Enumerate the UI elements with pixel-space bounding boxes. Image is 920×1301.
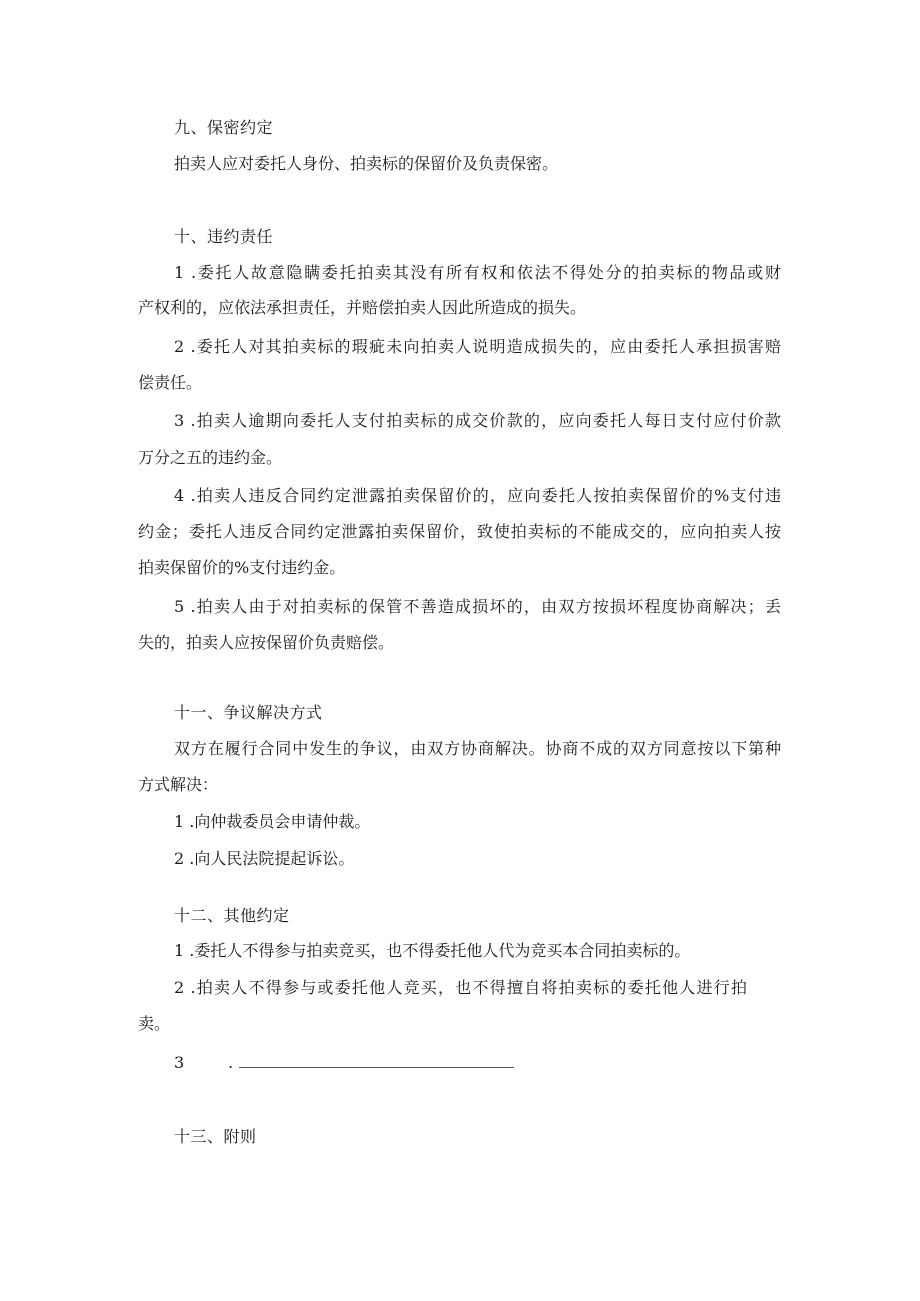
clause-12-2-line1: 2 .拍卖人不得参与或委托他人竞买，也不得擅自将拍卖标的委托他人进行拍 <box>174 978 747 997</box>
section-11-body-line1: 双方在履行合同中发生的争议，由双方协商解决。协商不成的双方同意按以下第种 <box>174 739 781 758</box>
section-12-title: 十二、其他约定 <box>174 906 290 925</box>
clause-10-4-line3: 拍卖保留价的%支付违约金。 <box>138 558 346 577</box>
clause-10-5-line2: 失的，拍卖人应按保留价负责赔偿。 <box>138 633 395 652</box>
clause-12-3-number: 3 <box>174 1053 185 1072</box>
section-11-body-line2: 方式解决： <box>138 775 219 794</box>
section-11-title: 十一、争议解决方式 <box>174 703 323 722</box>
section-9-body: 拍卖人应对委托人身份、拍卖标的保留价及负责保密。 <box>174 154 559 173</box>
clause-11-1: 1 .向仲裁委员会申请仲裁。 <box>174 812 371 831</box>
clause-10-1-line1: 1 .委托人故意隐瞒委托拍卖其没有所有权和依法不得处分的拍卖标的物品或财 <box>174 263 781 282</box>
clause-10-2-line1: 2 .委托人对其拍卖标的瑕疵未向拍卖人说明造成损失的，应由委托人承担损害赔 <box>174 337 781 356</box>
clause-11-2: 2 .向人民法院提起诉讼。 <box>174 849 355 868</box>
clause-10-5-line1: 5 .拍卖人由于对拍卖标的保管不善造成损坏的，由双方按损坏程度协商解决；丢 <box>174 597 781 616</box>
clause-10-4-line1: 4 .拍卖人违反合同约定泄露拍卖保留价的，应向委托人按拍卖保留价的%支付违 <box>174 486 781 505</box>
clause-12-2-line2: 卖。 <box>138 1014 171 1033</box>
section-10-title: 十、违约责任 <box>174 227 274 246</box>
clause-12-3-dot: . <box>228 1053 234 1072</box>
clause-12-1: 1 .委托人不得参与拍卖竞买，也不得委托他人代为竞买本合同拍卖标的。 <box>174 941 691 960</box>
clause-10-4-line2: 约金；委托人违反合同约定泄露拍卖保留价，致使拍卖标的不能成交的，应向拍卖人按 <box>138 522 781 541</box>
clause-10-3-line1: 3 .拍卖人逾期向委托人支付拍卖标的成交价款的，应向委托人每日支付应付价款 <box>174 411 781 430</box>
section-13-title: 十三、附则 <box>174 1127 257 1146</box>
clause-10-3-line2: 万分之五的违约金。 <box>138 448 283 467</box>
clause-12-3 <box>174 1053 514 1073</box>
clause-10-1-line2: 产权利的，应依法承担责任，并赔偿拍卖人因此所造成的损失。 <box>138 298 587 317</box>
section-9-title: 九、保密约定 <box>174 118 274 137</box>
clause-12-3-blank-line <box>239 1053 514 1068</box>
clause-10-2-line2: 偿责任。 <box>138 373 203 392</box>
